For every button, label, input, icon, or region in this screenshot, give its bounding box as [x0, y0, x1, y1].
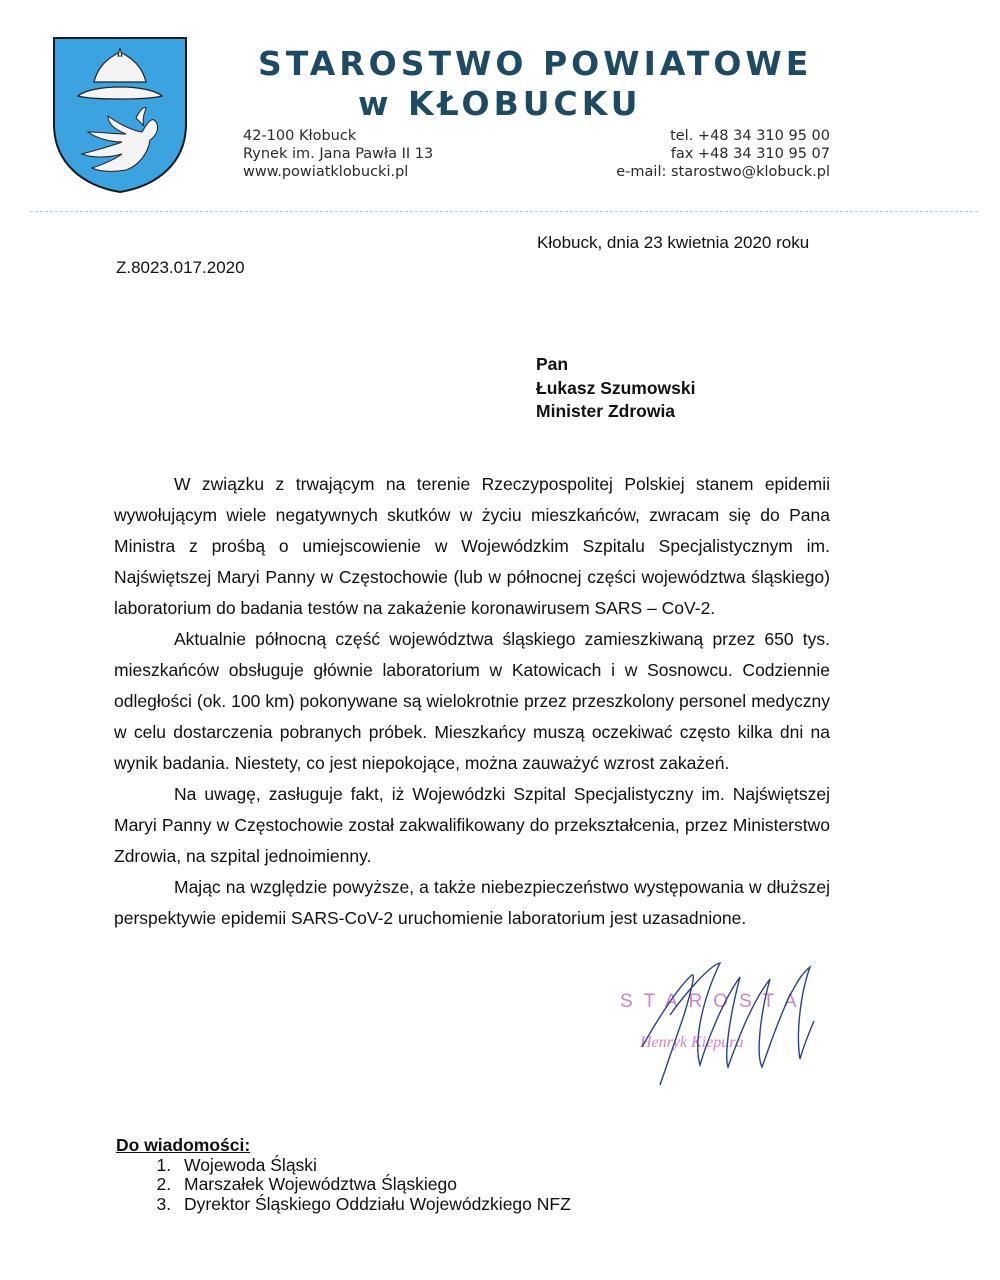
- organization-address: [243, 127, 433, 181]
- header-divider: [30, 211, 978, 212]
- copies-to-list: [116, 1156, 571, 1215]
- stamp-name: Henryk Kiepura: [640, 1034, 744, 1051]
- email-link[interactable]: e-mail: starostwo@klobuck.pl: [616, 164, 830, 180]
- website-link[interactable]: www.powiatklobucki.pl: [243, 164, 409, 180]
- paragraph: W związku z trwającym na terenie Rzeczypospolitej Polskiej stanem epidemii wywołującym wiele negatywnych skutków w życiu mieszkańców, zwracam się do Pana Ministra z prośbą o umiejscowienie w Wojewódzkim Szpitalu Specjalistycznym im. Najświętszej Maryi Panny w Częstochowie (lub w północnej części województwa śląskiego) laboratorium do badania testów na zakażenie koronawirusem SARS – CoV-2.: [114, 474, 830, 618]
- list-item: 3. Dyrektor Śląskiego Oddziału Wojewódzkiego NFZ: [176, 1195, 571, 1215]
- paragraph: Aktualnie północną część województwa śląskiego zamieszkiwaną przez 650 tys. mieszkańców obsługuje głównie laboratorium w Katowicach i w Sosnowcu. Codziennie odległości (ok. 100 km) pokonywane są wielokrotnie przez przeszkolony personel medyczny w celu dostarczenia pobranych próbek. Mieszkańcy muszą oczekiwać często kilka dni na wynik badania. Niestety, co jest niepokojące, można zauważyć wzrost zakażeń.: [114, 629, 830, 773]
- recipient-salutation: Pan: [536, 354, 569, 374]
- reference-number: Z.8023.017.2020: [116, 258, 245, 277]
- paragraph: Mając na względzie powyższe, a także niebezpieczeństwo występowania w dłuższej perspektywie epidemii SARS-CoV-2 uruchomienie laboratorium jest uzasadnione.: [114, 877, 830, 928]
- fax-number: fax +48 34 310 95 07: [670, 146, 830, 162]
- copies-to-title: Do wiadomości:: [116, 1135, 251, 1155]
- paragraph: Na uwagę, zasługuje fakt, iż Wojewódzki Szpital Specjalistyczny im. Najświętszej Maryi Panny w Częstochowie został zakwalifikowany do przekształcenia, przez Ministerstwo Zdrowia, na szpital jednoimienny.: [114, 784, 830, 866]
- organization-name-line2: w KŁOBUCKU: [358, 84, 642, 123]
- organization-contact: [616, 127, 830, 181]
- coat-of-arms-icon: [52, 36, 188, 194]
- address-street: Rynek im. Jana Pawła II 13: [243, 146, 434, 162]
- handwritten-signature-icon: [642, 963, 814, 1085]
- recipient-name: Łukasz Szumowski: [536, 377, 696, 398]
- list-item: 2. Marszałek Województwa Śląskiego: [176, 1175, 571, 1195]
- phone-number: tel. +48 34 310 95 00: [670, 128, 830, 144]
- stamp-title: STAROSTA: [620, 991, 808, 1012]
- list-item: 1. Wojewoda Śląski: [176, 1156, 571, 1176]
- copies-to-section: [116, 1136, 571, 1214]
- signature-block: [600, 955, 860, 1105]
- letter-body: [114, 469, 830, 934]
- organization-name-line1: STAROSTWO POWIATOWE: [258, 44, 813, 83]
- place-and-date: Kłobuck, dnia 23 kwietnia 2020 roku: [537, 233, 810, 252]
- organization-name: [258, 44, 812, 124]
- recipient-title: Minister Zdrowia: [536, 401, 676, 421]
- recipient-block: [536, 353, 696, 424]
- address-postal: 42-100 Kłobuck: [243, 128, 357, 144]
